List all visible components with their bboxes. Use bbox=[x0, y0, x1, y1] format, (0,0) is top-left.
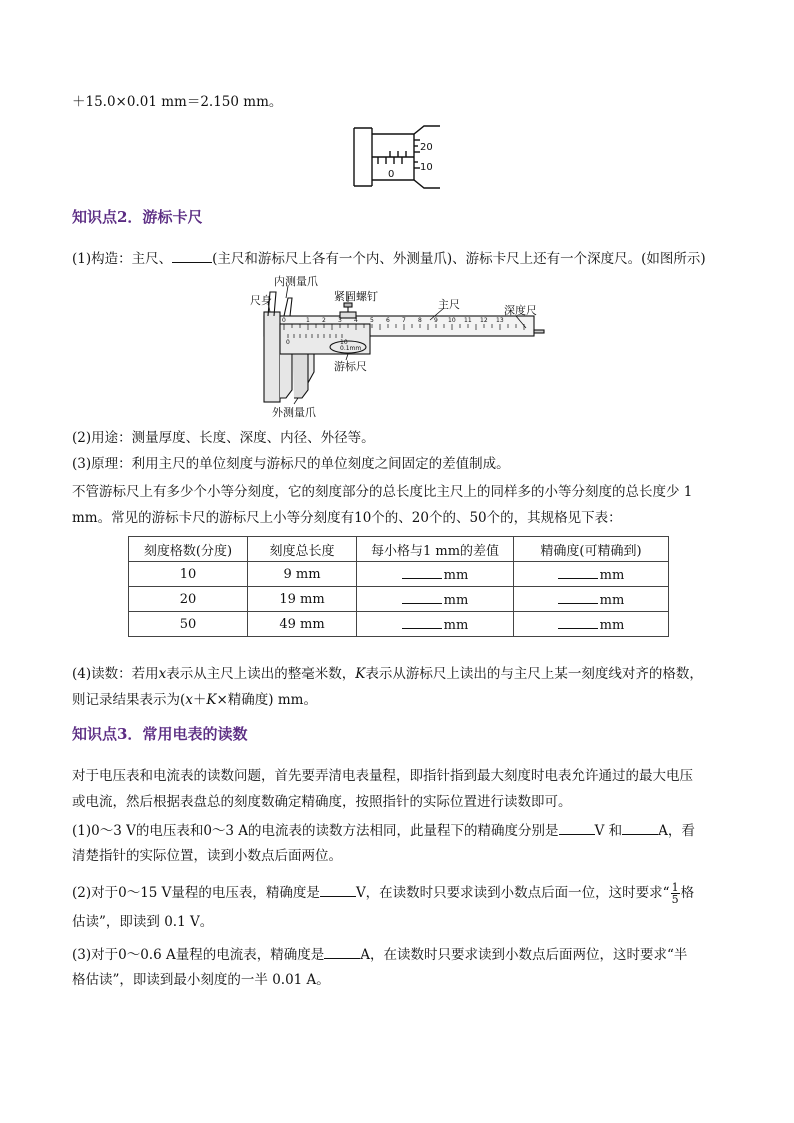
table-cell bbox=[357, 562, 514, 587]
table-header: 刻度格数(分度) bbox=[129, 537, 248, 562]
answer-blank[interactable] bbox=[622, 820, 658, 835]
vernier-number: 0 bbox=[286, 339, 290, 346]
section2-p1-before: (1)构造：主尺、 bbox=[72, 251, 173, 267]
scale-number: 10 bbox=[448, 317, 456, 324]
text-segment: V，在读数时只要求读到小数点后面一位，这时要求“ bbox=[355, 885, 670, 901]
section3-p4-line1 bbox=[72, 944, 687, 965]
text-segment: (4)读数：若用 bbox=[72, 666, 159, 682]
table-header: 精确度(可精确到) bbox=[514, 537, 669, 562]
text-segment: ×精确度) mm。 bbox=[216, 692, 317, 708]
label-depth: 深度尺 bbox=[504, 304, 537, 317]
fraction-numerator: 1 bbox=[671, 881, 679, 894]
text-segment: 格 bbox=[680, 885, 695, 901]
scale-number: 6 bbox=[386, 317, 390, 324]
text-segment: V 和 bbox=[594, 823, 623, 839]
text-segment: ＋ bbox=[192, 692, 207, 708]
answer-blank[interactable] bbox=[320, 882, 356, 897]
scale-number: 3 bbox=[338, 317, 342, 324]
section2-p4-line2: mm。常见的游标卡尺的游标尺上小等分刻度有10个的、20个的、50个的，其规格见下表： bbox=[72, 510, 622, 526]
text-segment: 则记录结果表示为( bbox=[72, 692, 186, 708]
table-row bbox=[129, 562, 669, 587]
label-outer-jaw: 外测量爪 bbox=[272, 406, 316, 419]
answer-blank[interactable] bbox=[324, 944, 360, 959]
vernier-caliper-figure bbox=[248, 272, 548, 420]
micrometer-figure bbox=[350, 124, 450, 190]
section2-p1 bbox=[72, 248, 706, 269]
section3-p1-line1: 对于电压表和电流表的读数问题，首先要弄清电表量程，即指针指到最大刻度时电表允许通过的最大电压 bbox=[72, 768, 693, 784]
table-cell bbox=[514, 612, 669, 637]
text-segment: A，在读数时只要求读到小数点后面两位，这时要求“半 bbox=[360, 947, 688, 963]
label-main-scale: 主尺 bbox=[438, 298, 460, 311]
table-header-row bbox=[129, 537, 669, 562]
unit: mm bbox=[599, 568, 625, 583]
scale-number: 13 bbox=[496, 317, 504, 324]
fraction-one-fifth bbox=[671, 882, 680, 905]
section2-p1-after: (主尺和游标尺上各有一个内、外测量爪)、游标卡尺上还有一个深度尺。(如图所示) bbox=[212, 251, 706, 267]
answer-blank[interactable] bbox=[402, 590, 442, 604]
scale-number: 7 bbox=[402, 317, 406, 324]
scale-number: 0 bbox=[282, 317, 286, 324]
scale-number: 9 bbox=[434, 317, 438, 324]
table-cell: 19 mm bbox=[248, 587, 357, 612]
unit: mm bbox=[599, 618, 625, 633]
vernier-mm-marker: 0.1mm bbox=[340, 345, 362, 352]
var-k: K bbox=[206, 692, 217, 708]
top-line: ＋15.0×0.01 mm＝2.150 mm。 bbox=[72, 94, 283, 110]
scale-number: 4 bbox=[354, 317, 358, 324]
table-cell: 49 mm bbox=[248, 612, 357, 637]
scale-number: 11 bbox=[464, 317, 472, 324]
table-row bbox=[129, 612, 669, 637]
section3-p2-line1 bbox=[72, 820, 695, 841]
answer-blank[interactable] bbox=[402, 615, 442, 629]
section2-p4-line1: 不管游标尺上有多少个小等分刻度，它的刻度部分的总长度比主尺上的同样多的小等分刻度的总长度少 1 bbox=[72, 484, 693, 500]
section2-p3: (3)原理：利用主尺的单位刻度与游标尺的单位刻度之间固定的差值制成。 bbox=[72, 456, 510, 472]
label-vernier: 游标尺 bbox=[334, 360, 367, 373]
answer-blank[interactable] bbox=[558, 590, 598, 604]
text-segment: A，看 bbox=[658, 823, 695, 839]
text-segment: (2)对于0～15 V量程的电压表，精确度是 bbox=[72, 885, 320, 901]
unit: mm bbox=[443, 568, 469, 583]
table-cell bbox=[357, 587, 514, 612]
table-cell: 50 bbox=[129, 612, 248, 637]
section3-p3-line1 bbox=[72, 882, 694, 905]
scale-number: 1 bbox=[306, 317, 310, 324]
var-k: K bbox=[355, 666, 366, 682]
vernier-spec-table bbox=[128, 536, 669, 637]
section3-p3-line2: 估读”，即读到 0.1 V。 bbox=[72, 914, 214, 930]
table-header: 每小格与1 mm的差值 bbox=[357, 537, 514, 562]
vernier-number: 10 bbox=[340, 339, 348, 346]
table-cell: 10 bbox=[129, 562, 248, 587]
text-segment: 表示从主尺上读出的整毫米数， bbox=[166, 666, 356, 682]
table-cell bbox=[514, 562, 669, 587]
text-segment: 表示从游标尺上读出的与主尺上某一刻度线对齐的格数， bbox=[365, 666, 703, 682]
section2-p5-line2 bbox=[72, 690, 317, 710]
var-x: x bbox=[185, 692, 193, 708]
answer-blank[interactable] bbox=[558, 565, 598, 579]
micrometer-tick-10: 10 bbox=[420, 162, 433, 173]
label-screw: 紧固螺钉 bbox=[334, 290, 378, 303]
section3-p4-line2: 格估读”，即读到最小刻度的一半 0.01 A。 bbox=[72, 972, 330, 988]
scale-number: 12 bbox=[480, 317, 488, 324]
scale-number: 5 bbox=[370, 317, 374, 324]
label-body: 尺身 bbox=[250, 294, 272, 307]
answer-blank[interactable] bbox=[402, 565, 442, 579]
answer-blank[interactable] bbox=[172, 248, 212, 263]
table-cell bbox=[514, 587, 669, 612]
micrometer-tick-20: 20 bbox=[420, 142, 433, 153]
section2-p2: (2)用途：测量厚度、长度、深度、内径、外径等。 bbox=[72, 430, 375, 446]
text-segment: (3)对于0～0.6 A量程的电流表，精确度是 bbox=[72, 947, 325, 963]
var-x: x bbox=[158, 666, 167, 682]
section3-heading: 知识点3．常用电表的读数 bbox=[72, 725, 248, 743]
unit: mm bbox=[443, 593, 469, 608]
table-cell: 9 mm bbox=[248, 562, 357, 587]
fraction-denominator: 5 bbox=[671, 893, 679, 906]
table-cell: 20 bbox=[129, 587, 248, 612]
text-segment: (1)0～3 V的电压表和0～3 A的电流表的读数方法相同，此量程下的精确度分别是 bbox=[72, 823, 559, 839]
section2-heading: 知识点2．游标卡尺 bbox=[72, 208, 203, 226]
table-cell bbox=[357, 612, 514, 637]
answer-blank[interactable] bbox=[558, 615, 598, 629]
micrometer-tick-0: 0 bbox=[388, 169, 395, 180]
table-header: 刻度总长度 bbox=[248, 537, 357, 562]
section3-p1-line2: 或电流，然后根据表盘总的刻度数确定精确度，按照指针的实际位置进行读数即可。 bbox=[72, 794, 572, 810]
scale-number: 2 bbox=[322, 317, 326, 324]
label-inner-jaw: 内测量爪 bbox=[274, 275, 318, 288]
answer-blank[interactable] bbox=[559, 820, 595, 835]
scale-number: 8 bbox=[418, 317, 422, 324]
unit: mm bbox=[443, 618, 469, 633]
section3-p2-line2: 清楚指针的实际位置，读到小数点后面两位。 bbox=[72, 848, 342, 864]
section2-p5-line1 bbox=[72, 664, 703, 684]
table-row bbox=[129, 587, 669, 612]
unit: mm bbox=[599, 593, 625, 608]
